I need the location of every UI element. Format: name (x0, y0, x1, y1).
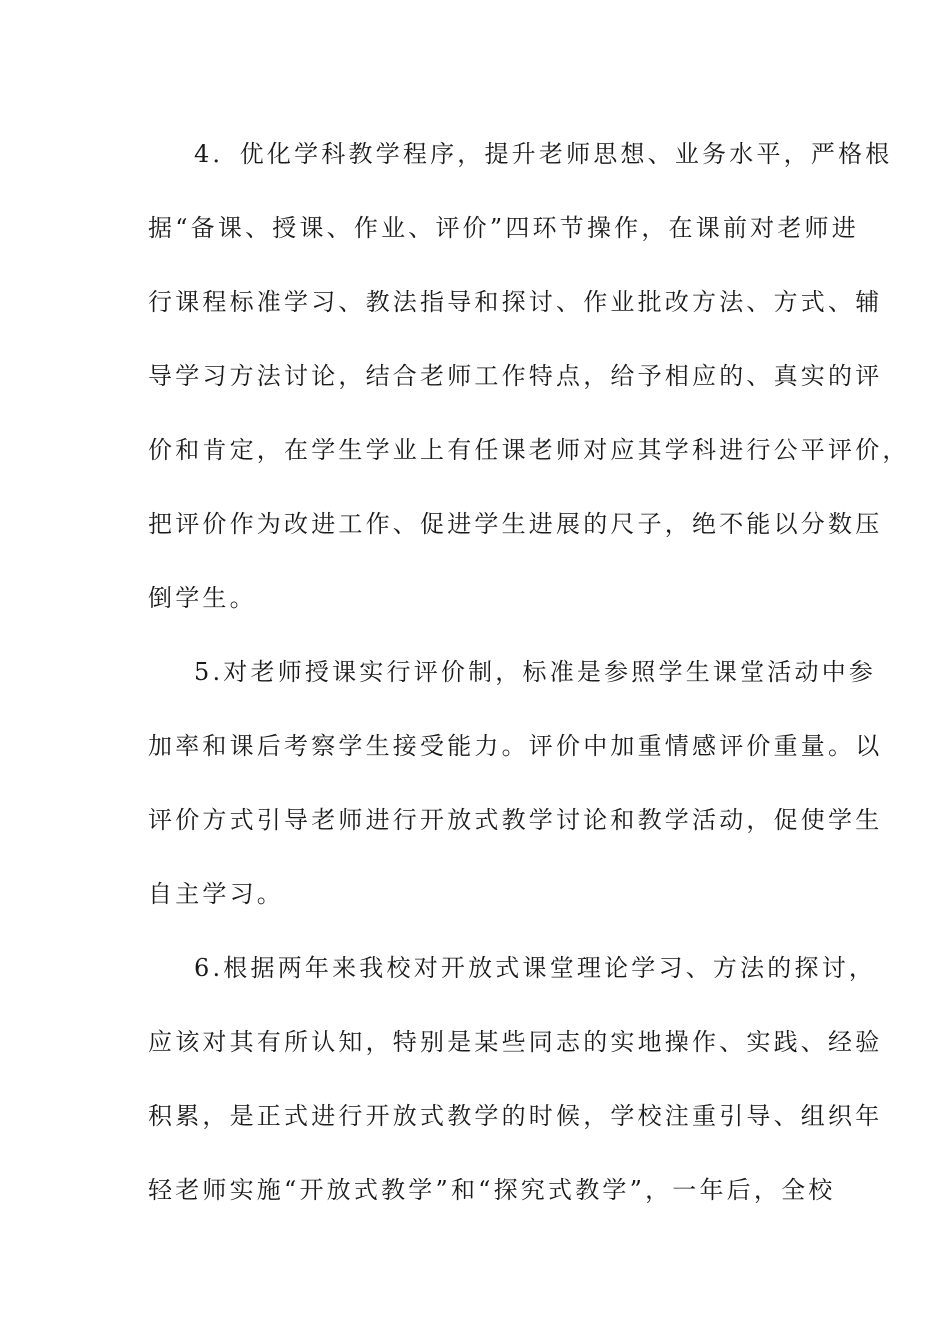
paragraph-6-line-3: 积累，是正式进行开放式教学的时候，学校注重引导、组织年 (148, 1102, 883, 1130)
paragraph-4-line-4: 导学习方法讨论，结合老师工作特点，给予相应的、真实的评 (148, 362, 883, 390)
paragraph-4-line-6: 把评价作为改进工作、促进学生进展的尺子，绝不能以分数压 (148, 510, 883, 538)
paragraph-4-line-2: 据“备课、授课、作业、评价”四环节操作，在课前对老师进 (148, 214, 859, 242)
paragraph-5-line-4: 自主学习。 (148, 880, 284, 908)
paragraph-5-line-1: 5.对老师授课实行评价制，标准是参照学生课堂活动中参 (194, 658, 877, 686)
paragraph-4-line-3: 行课程标准学习、教法指导和探讨、作业批改方法、方式、辅 (148, 288, 883, 316)
paragraph-6-line-2: 应该对其有所认知，特别是某些同志的实地操作、实践、经验 (148, 1028, 883, 1056)
paragraph-5-line-2: 加率和课后考察学生接受能力。评价中加重情感评价重量。以 (148, 732, 883, 760)
paragraph-4-line-5: 价和肯定，在学生学业上有任课老师对应其学科进行公平评价， (148, 436, 910, 464)
paragraph-6-line-4: 轻老师实施“开放式教学”和“探究式教学”，一年后，全校 (148, 1176, 836, 1204)
paragraph-4-line-1: 4．优化学科教学程序，提升老师思想、业务水平，严格根 (194, 140, 893, 168)
paragraph-4-line-7: 倒学生。 (148, 584, 257, 612)
paragraph-5-line-3: 评价方式引导老师进行开放式教学讨论和教学活动，促使学生 (148, 806, 883, 834)
paragraph-6-line-1: 6.根据两年来我校对开放式课堂理论学习、方法的探讨， (194, 954, 877, 982)
